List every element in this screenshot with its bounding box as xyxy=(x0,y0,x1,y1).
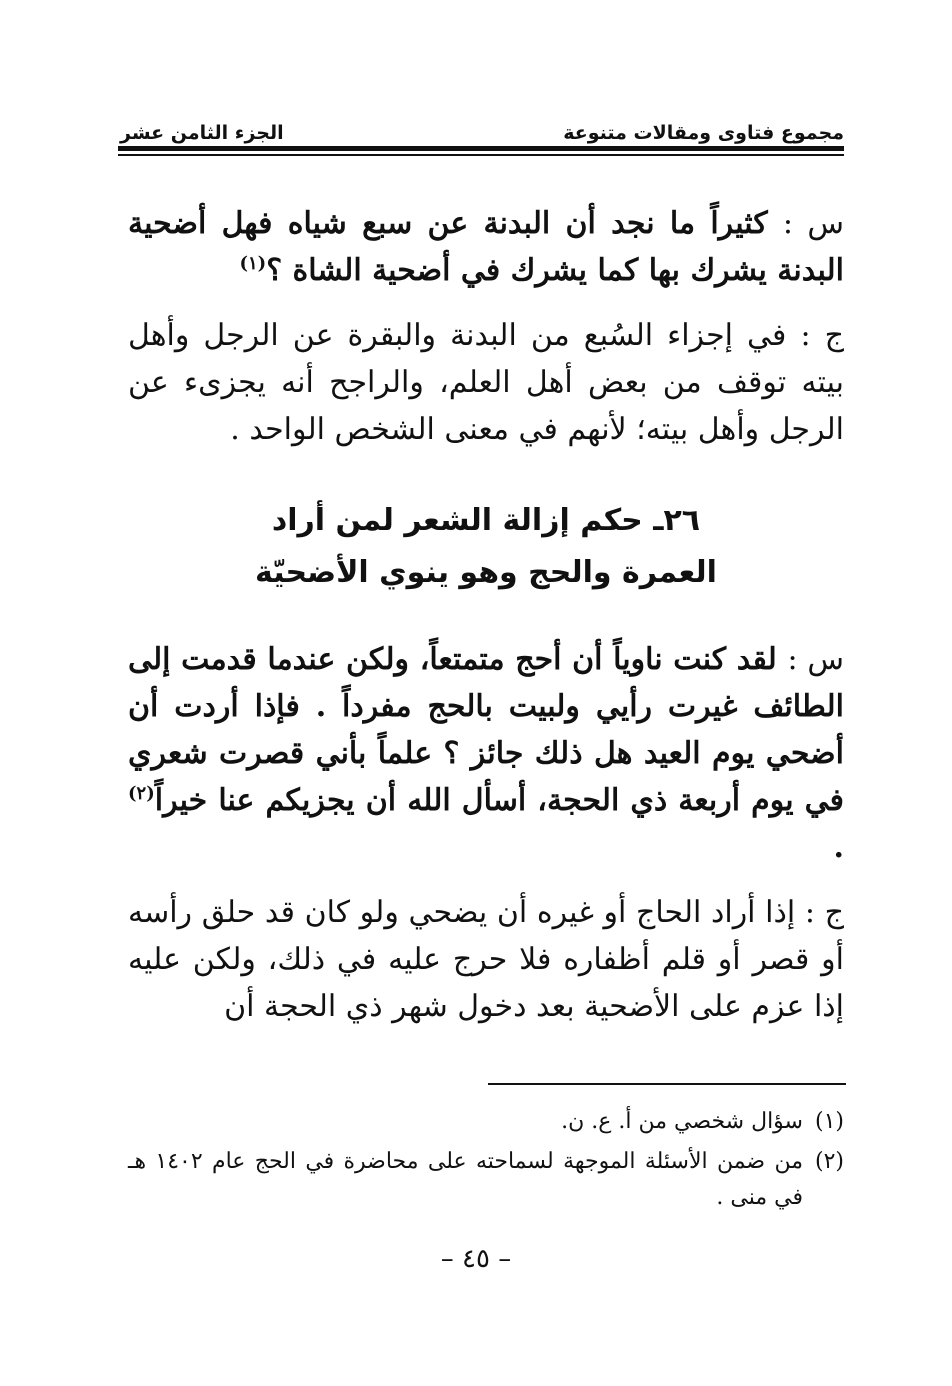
footnote-text: من ضمن الأسئلة الموجهة لسماحته على محاضرة في الحج عام ١٤٠٢ هـ في منى . xyxy=(128,1149,803,1210)
footnotes xyxy=(128,1104,844,1220)
footnote-number: (١) xyxy=(814,1109,844,1134)
header-volume: الجزء الثامن عشر xyxy=(120,122,284,144)
footnote-separator xyxy=(488,1083,846,1085)
page-number: – ٤٥ – xyxy=(440,1244,512,1274)
header-rule-thick xyxy=(118,146,844,151)
question-1-text: كثيراً ما نجد أن البدنة عن سبع شياه فهل أضحية البدنة يشرك بها كما يشرك في أضحية الشاة ؟ xyxy=(128,206,844,288)
section-heading xyxy=(128,495,844,599)
footnote-ref-2: (٢) xyxy=(128,783,155,804)
answer-1 xyxy=(128,312,844,453)
footnote-2 xyxy=(128,1144,844,1216)
answer-1-text: في إجزاء السُبع من البدنة والبقرة عن الرجل وأهل بيته توقف من بعض أهل العلم، والراجح أنه يجزىء عن الرجل وأهل بيته؛ لأنهم في معنى الشخص الواحد . xyxy=(128,318,844,447)
qa-block-1 xyxy=(128,200,844,453)
running-header xyxy=(120,112,844,144)
question-2-end: . xyxy=(833,830,844,865)
answer-label: ج : xyxy=(804,895,844,930)
question-1 xyxy=(128,200,844,294)
answer-label: ج : xyxy=(800,318,844,353)
question-2-text: لقد كنت ناوياً أن أحج متمتعاً، ولكن عندما قدمت إلى الطائف غيرت رأيي ولبيت بالحج مفرداً . فإذا أردت أن أضحي يوم العيد هل ذلك جائز ؟ علماً بأني قصرت شعري في يوم أربعة ذي الحجة، أسأل الله أن يجزيكم عنا خيراً xyxy=(128,642,844,818)
question-label: س : xyxy=(782,206,844,241)
section-title-line-1: ٢٦ـ حكم إزالة الشعر لمن أراد xyxy=(271,503,701,538)
header-rule-thin xyxy=(118,154,844,156)
section-title-line-2: العمرة والحج وهو ينوي الأضحيّة xyxy=(255,555,717,590)
question-label: س : xyxy=(787,642,844,677)
footnote-ref-1: (١) xyxy=(239,253,267,274)
footnote-1 xyxy=(128,1104,844,1140)
question-2 xyxy=(128,636,844,871)
footnote-number: (٢) xyxy=(814,1149,844,1174)
answer-2-text: إذا أراد الحاج أو غيره أن يضحي ولو كان قد حلق رأسه أو قصر أو قلم أظفاره فلا حرج عليه في ذلك، ولكن عليه إذا عزم على الأضحية بعد دخول شهر ذي الحجة أن xyxy=(128,895,844,1024)
footnote-text: سؤال شخصي من أ. ع. ن. xyxy=(561,1109,803,1134)
qa-block-2 xyxy=(128,636,844,1030)
header-book-title: مجموع فتاوى ومقالات متنوعة xyxy=(563,122,844,144)
answer-2 xyxy=(128,889,844,1030)
